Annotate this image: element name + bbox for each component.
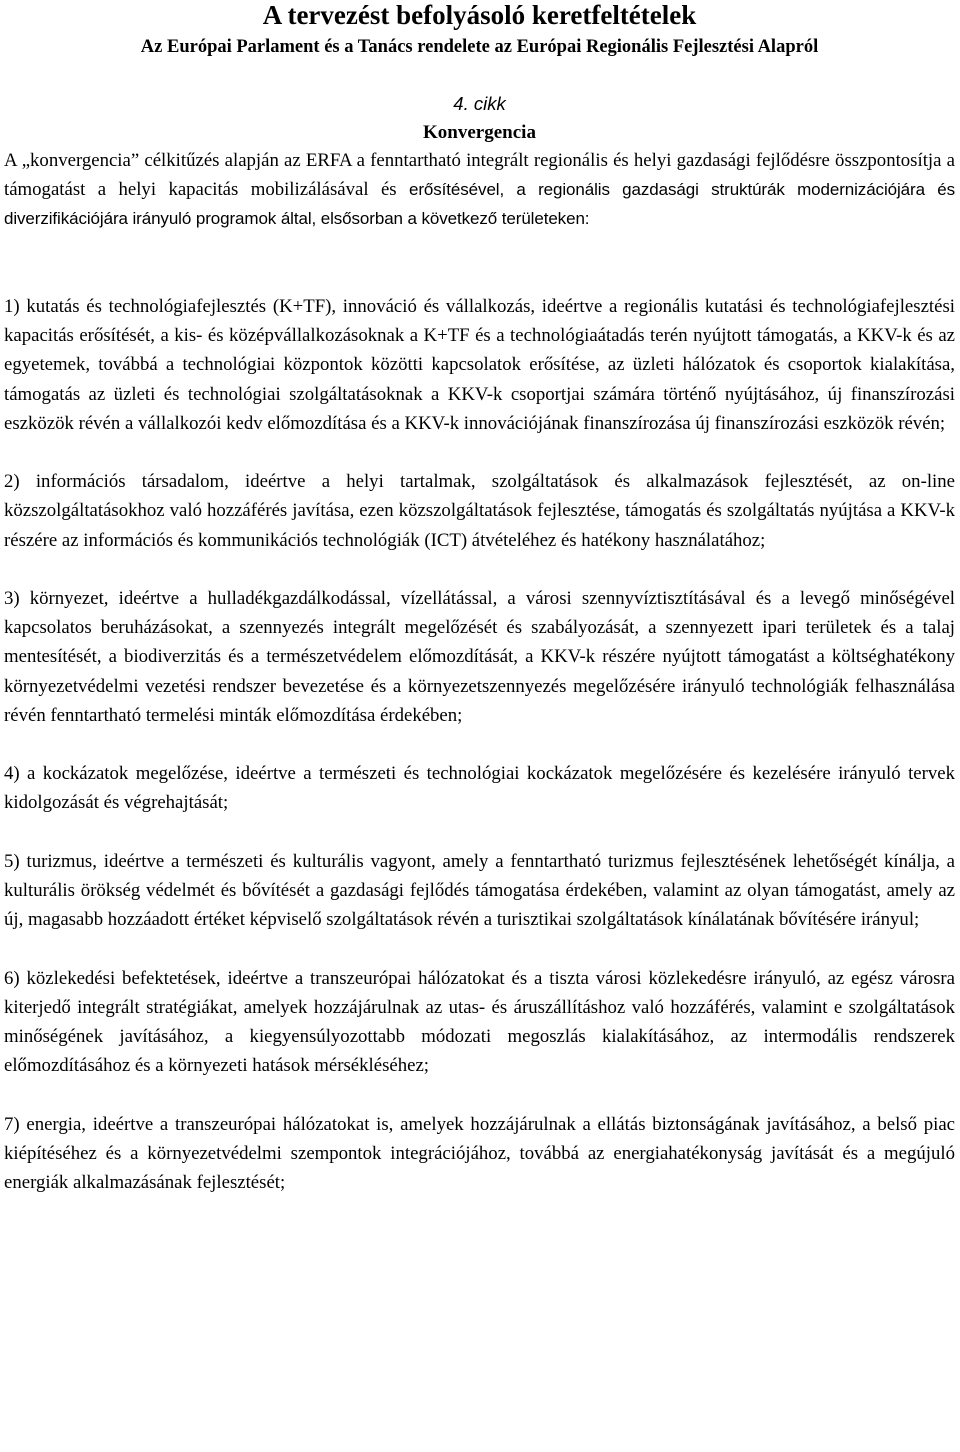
list-item: 7) energia, ideértve a transzeurópai hálózatokat is, amelyek hozzájárulnak a ellátás biztonságának javításához, a belső piac kiépítéséhez és a környezetvédelmi szempontok integrációjához, továbbá az energiahatékonyság javítását és a megújuló energiák alkalmazásának fejlesztését; [4, 1113, 955, 1193]
document-page [4, 0, 955, 1193]
intro-text-serif: A „konvergencia” célkitűzés alapján az ERFA a fenntartható integrált regionális és helyi gazdasági fejlődésre összpontosítja a támogatást a helyi kapacitás mobilizálásával és [4, 150, 955, 201]
intro-text-sans: erősítésével, a regionális gazdasági struktúrák modernizációjára és diverzifikációjára irányuló programok által, elsősorban a következő területeken: [4, 180, 955, 229]
list-item: 1) kutatás és technológiafejlesztés (K+TF), innováció és vállalkozás, ideértve a regionális kutatási és technológiafejlesztési kapacitás erősítését, a kis- és középvállalkozásoknak a K+TF és a technológiaátadás terén nyújtott támogatás, a KKV-k és az egyetemek, továbbá a technológiai központok közötti kapcsolatok erősítése, az üzleti hálózatok és csoportok kialakítása, támogatás az üzleti és technológiai szolgáltatásoknak a KKV-k csoportjai számára történő nyújtásához, új finanszírozási eszközök révén a vállalkozói kedv előmozdítása és a KKV-k innovációjának finanszírozása új finanszírozási eszközök révén; [4, 296, 955, 434]
section-heading: Konvergencia [423, 122, 536, 143]
page-title: A tervezést befolyásoló keretfeltételek [262, 0, 697, 30]
list-item: 2) információs társadalom, ideértve a helyi tartalmak, szolgáltatások és alkalmazások fejlesztését, az on-line közszolgáltatásokhoz való hozzáférés javítása, ezen közszolgáltatások fejlesztése, támogatás és szolgáltatás nyújtása a KKV-k részére az információs és kommunikációs technológiák (ICT) átvételéhez és hatékony használatához; [4, 471, 955, 551]
list-item: 3) környezet, ideértve a hulladékgazdálkodással, vízellátással, a városi szennyvíztisztításával és a levegő minőségével kapcsolatos beruházásokat, a szennyezés integrált megelőzését és szabályozását, a szennyezett ipari területek és a talaj mentesítését, a biodiverzitás és a természetvédelem előmozdítását, a KKV-k részére nyújtott támogatást a költséghatékony környezetvédelmi vezetési rendszer bevezetése és a környezetszennyezés megelőzésére irányuló technológiák felhasználása révén fenntartható termelési minták előmozdítása érdekében; [4, 588, 955, 726]
list-item: 6) közlekedési befektetések, ideértve a transzeurópai hálózatokat és a tiszta városi közlekedésre irányuló, az egész városra kiterjedő integrált stratégiákat, amelyek hozzájárulnak az utas- és áruszállításhoz való hozzáférés, valamint e szolgáltatások minőségének javításához, a kiegyensúlyozottabb módozati megoszlás kialakításához, az intermodális rendszerek előmozdításához és a környezeti hatások mérsékléséhez; [4, 967, 955, 1077]
item-list [4, 292, 955, 1226]
list-item: 4) a kockázatok megelőzése, ideértve a természeti és technológiai kockázatok megelőzésére és kezelésére irányuló tervek kidolgozását és végrehajtását; [4, 763, 955, 814]
intro-paragraph [4, 146, 955, 234]
regulation-title: Az Európai Parlament és a Tanács rendelete az Európai Regionális Fejlesztési Alapról [140, 37, 819, 57]
list-item: 5) turizmus, ideértve a természeti és kulturális vagyont, amely a fenntartható turizmus fejlesztésének lehetőségét kínálja, a kulturális örökség védelmét és bővítését a gazdasági fejlődés támogatása érdekében, valamint az olyan támogatást, amely az új, magasabb hozzáadott értéket képviselő szolgáltatások révén a turisztikai szolgáltatások kínálatának bővítésére irányul; [4, 850, 955, 931]
article-number: 4. cikk [453, 93, 506, 114]
